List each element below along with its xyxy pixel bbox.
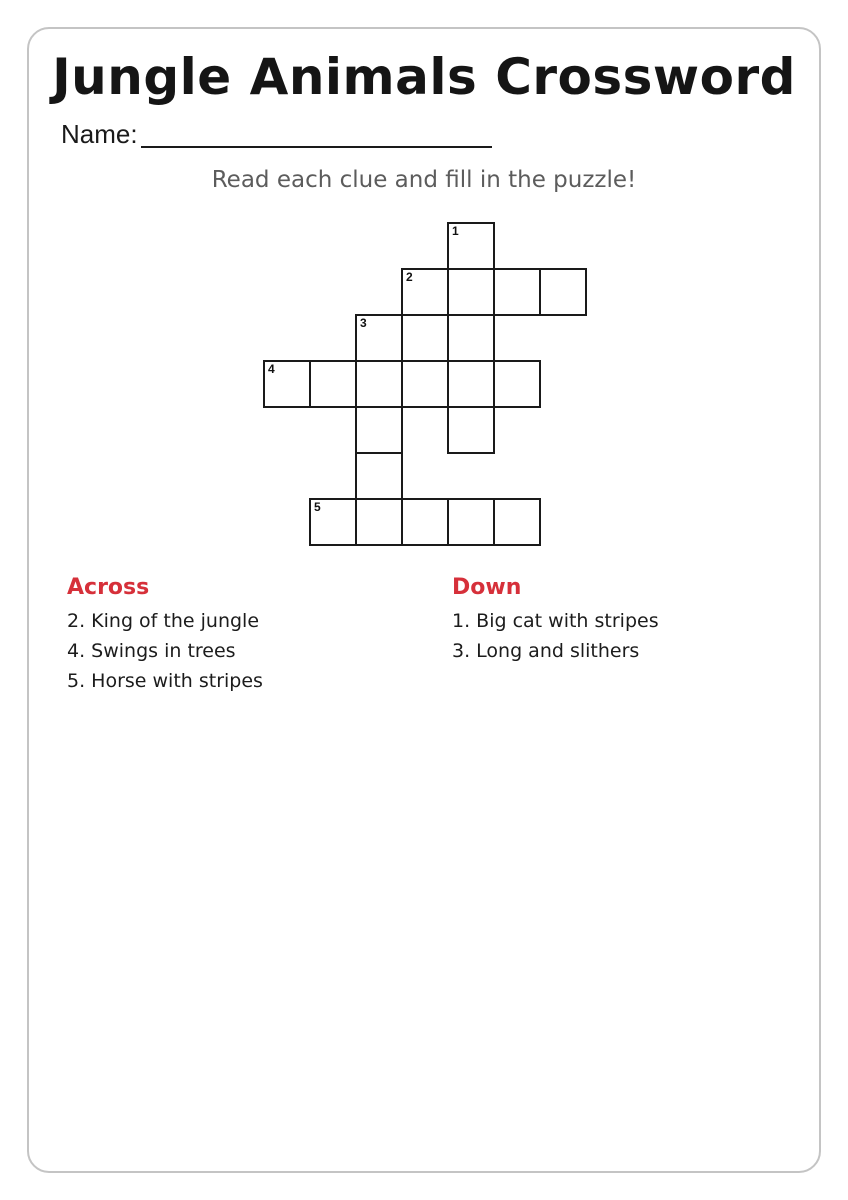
crossword-cell[interactable]: [401, 498, 449, 546]
crossword-cell[interactable]: [447, 360, 495, 408]
crossword-cell[interactable]: [447, 406, 495, 454]
crossword-cell[interactable]: [355, 406, 403, 454]
crossword-cell[interactable]: [447, 222, 495, 270]
clue-number: 5: [314, 500, 321, 514]
clue-number: 2: [406, 270, 413, 284]
crossword-cell[interactable]: [493, 360, 541, 408]
crossword-cell[interactable]: [355, 452, 403, 500]
across-clue: 5. Horse with stripes: [67, 670, 263, 692]
crossword-cell[interactable]: [401, 360, 449, 408]
down-heading: Down: [452, 575, 522, 600]
crossword-cell[interactable]: [447, 268, 495, 316]
across-clue: 4. Swings in trees: [67, 640, 236, 662]
crossword-cell[interactable]: [355, 498, 403, 546]
clue-number: 1: [452, 224, 459, 238]
instructions: Read each clue and fill in the puzzle!: [211, 167, 637, 193]
crossword-cell[interactable]: [355, 314, 403, 362]
page-title: Jungle Animals Crossword: [52, 48, 796, 106]
down-clue: 1. Big cat with stripes: [452, 610, 659, 632]
across-heading: Across: [67, 575, 150, 600]
name-label: Name:: [61, 119, 138, 149]
clue-number: 4: [268, 362, 275, 376]
down-clue: 3. Long and slithers: [452, 640, 640, 662]
crossword-cell[interactable]: [401, 268, 449, 316]
crossword-cell[interactable]: [309, 498, 357, 546]
crossword-cell[interactable]: [539, 268, 587, 316]
name-writing-line[interactable]: [141, 146, 492, 148]
crossword-cell[interactable]: [401, 314, 449, 362]
crossword-cell[interactable]: [493, 268, 541, 316]
crossword-cell[interactable]: [447, 314, 495, 362]
clue-number: 3: [360, 316, 367, 330]
crossword-cell[interactable]: [309, 360, 357, 408]
worksheet-border: [27, 27, 821, 1173]
crossword-cell[interactable]: [447, 498, 495, 546]
crossword-cell[interactable]: [263, 360, 311, 408]
across-clue: 2. King of the jungle: [67, 610, 260, 632]
crossword-cell[interactable]: [355, 360, 403, 408]
crossword-cell[interactable]: [493, 498, 541, 546]
